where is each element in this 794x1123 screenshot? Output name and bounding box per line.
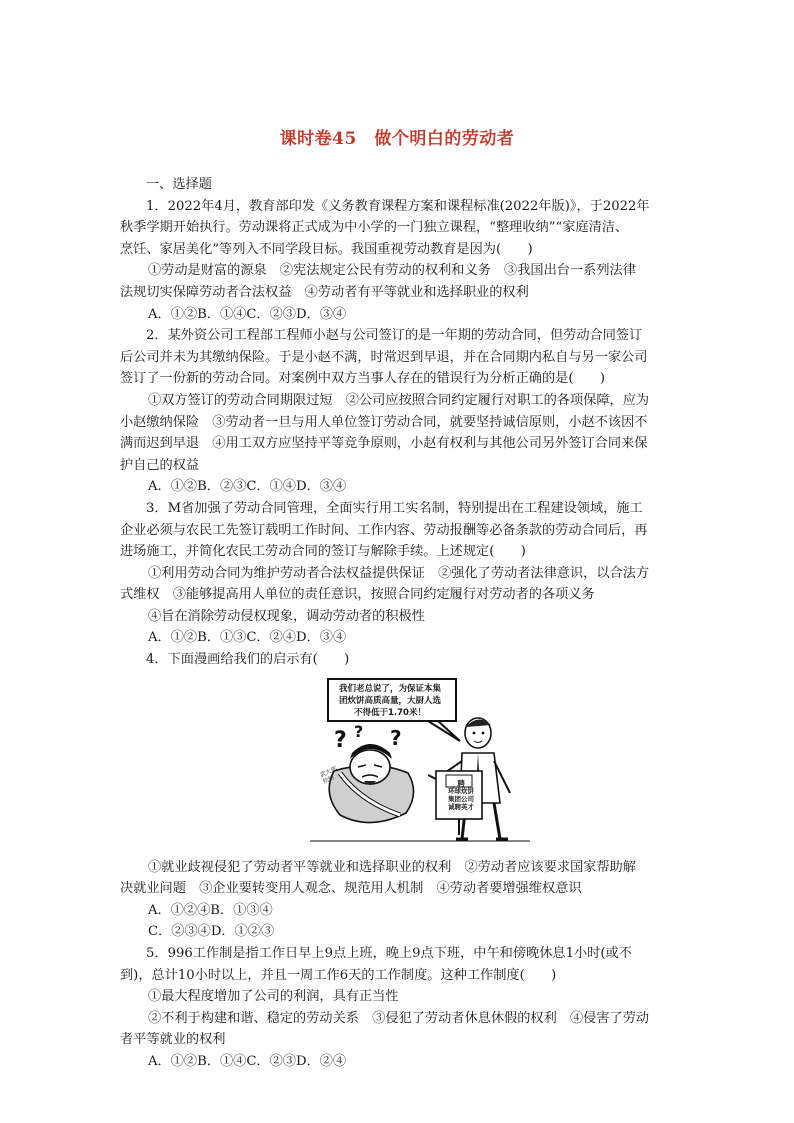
- section-heading: 一、选择题: [146, 177, 212, 192]
- question-text: 2．某外资公司工程部工程师小赵与公司签订的是一年期的劳动合同，但劳动合同签订: [146, 328, 643, 344]
- question-text: 3．M省加强了劳动合同管理，全面实行用工实名制，特别提出在工程建设领域，施工: [146, 500, 643, 516]
- option-text: ①双方签订的劳动合同期限过短 ②公司应按照合同约定履行对职工的各项保障，应为: [148, 392, 650, 408]
- page-title: 课时卷45 做个明白的劳动者: [279, 129, 515, 149]
- svg-text:?: ?: [334, 727, 347, 753]
- question-5: [120, 943, 686, 1073]
- answer-choices: A．①②B．①④C．②③D．②④: [148, 1054, 347, 1069]
- question-text: 1．2022年4月，教育部印发《义务教育课程方案和课程标准(2022年版)》，于2022年: [146, 198, 650, 214]
- question-1: [120, 196, 686, 326]
- question-text: 到)，总计10小时以上，并且一周工作6天的工作制度。这种工作制度( ): [120, 967, 557, 983]
- sign-text: 环球炊饼 集团公司 诚聘英才: [448, 786, 474, 811]
- option-text: 式维权 ③能够提高用人单位的责任意识，按照合同约定履行对劳动者的各项义务: [120, 587, 595, 603]
- question-text: 后公司并未为其缴纳保险。于是小赵不满，时常迟到早退，并在合同期内私自与另一家公司: [120, 349, 648, 365]
- question-text: 烹饪、家居美化”等列入不同学段目标。我国重视劳动教育是因为( ): [120, 241, 533, 257]
- question-text: 签订了一份新的劳动合同。对案例中双方当事人存在的错误行为分析正确的是( ): [120, 371, 606, 387]
- option-text: 法规切实保障劳动者合法权益 ④劳动者有平等就业和选择职业的权利: [120, 284, 529, 300]
- question-text: 企业必须与农民工先签订载明工作时间、工作内容、劳动报酬等必备条款的劳动合同后，再: [120, 522, 648, 538]
- sash-text: 武大郎炊饼: [318, 764, 339, 786]
- question-4: [120, 649, 686, 943]
- option-text: 护自己的权益: [120, 457, 200, 473]
- question-text: 5．996工作制是指工作日早上9点上班，晚上9点下班，中午和傍晚休息1小时(或不: [146, 946, 632, 962]
- sign-heading: 聘: [457, 778, 465, 788]
- option-text: ①劳动是财富的源泉 ②宪法规定公民有劳动的权利和义务 ③我国出台一系列法律: [148, 263, 636, 279]
- answer-choices: A．①②B．①③C．②④D．③④: [148, 630, 347, 646]
- option-text: ④旨在消除劳动侵权现象，调动劳动者的积极性: [148, 608, 425, 624]
- option-text: 小赵缴纳保险 ③劳动者一旦与用人单位签订劳动合同，就要坚持诚信原则，小赵不该因不: [120, 414, 648, 430]
- question-text: 进场施工，并简化农民工劳动合同的签订与解除手续。上述规定( ): [120, 544, 526, 560]
- cartoon: [120, 675, 686, 851]
- question-text: 秋季学期开始执行。劳动课将正式成为中小学的一门独立课程，“整理收纳”“家庭清洁、: [120, 220, 629, 236]
- option-text: 满而迟到早退 ④用工双方应坚持平等竞争原则，小赵有权利与其他公司另外签订合同来保: [120, 436, 648, 452]
- option-text: ①利用劳动合同为维护劳动者合法权益提供保证 ②强化了劳动者法律意识，以合法方: [148, 565, 650, 581]
- answer-choices: A．①②B．①④C．②③D．③④: [148, 306, 347, 322]
- answer-choices: A．①②B．②③C．①④D．③④: [148, 479, 347, 495]
- speech-bubble-text: 我们老总说了，为保证本集 团炊饼高质高量，大厨人选 不得低于1.70米！: [338, 683, 441, 718]
- question-3: [120, 498, 686, 649]
- svg-text:?: ?: [354, 721, 364, 741]
- option-text: ①最大程度增加了公司的利润，具有正当性: [148, 989, 399, 1005]
- option-text: 决就业问题 ③企业要转变用人观念、规范用人机制 ④劳动者要增强维权意识: [120, 881, 582, 897]
- answer-choices: C．②③④D．①②③: [148, 924, 275, 940]
- document-body: [120, 174, 686, 1073]
- svg-text:?: ?: [390, 725, 402, 750]
- question-2: [120, 325, 686, 498]
- option-text: 者平等就业的权利: [120, 1032, 226, 1048]
- answer-choices: A．①②④B．①③④: [148, 902, 273, 918]
- option-text: ①就业歧视侵犯了劳动者平等就业和选择职业的权利 ②劳动者应该要求国家帮助解: [148, 859, 636, 875]
- option-text: ②不利于构建和谐、稳定的劳动关系 ③侵犯了劳动者休息休假的权利 ④侵害了劳动: [148, 1010, 650, 1026]
- question-text: 4．下面漫画给我们的启示有( ): [146, 652, 350, 668]
